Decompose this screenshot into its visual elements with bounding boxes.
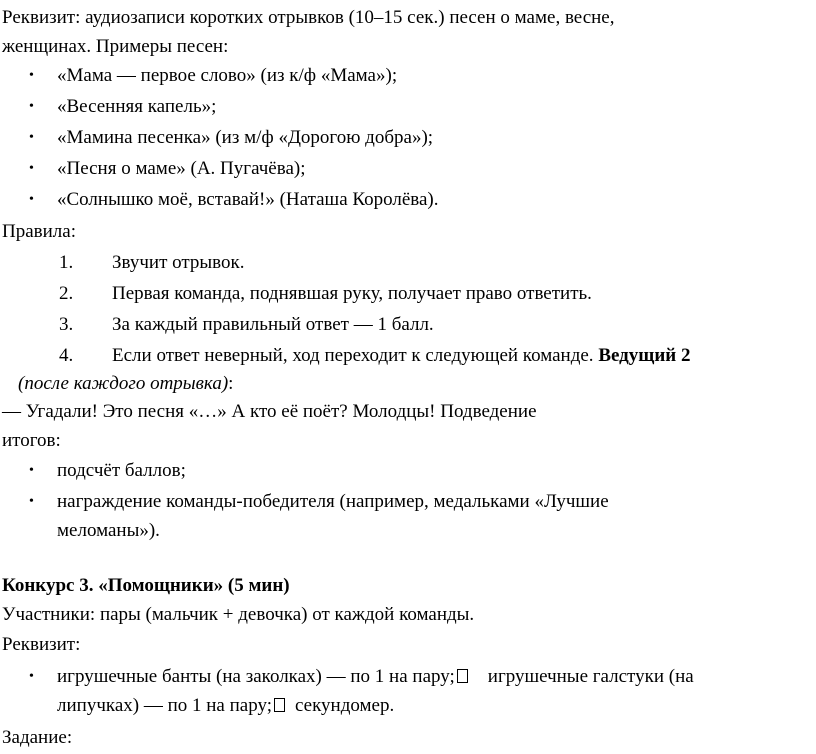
song-item: «Мама — первое слово» (из к/ф «Мама»);: [57, 65, 398, 86]
host-label: Ведущий 2: [598, 345, 691, 366]
props-item: липучках) — по 1 на пару;: [57, 695, 272, 716]
task-heading: Задание:: [2, 727, 73, 748]
result-item: награждение команды-победителя (например, медальками «Лучшие: [57, 491, 609, 512]
props-line-1: [57, 665, 694, 689]
song-item: «Мамина песенка» (из м/ф «Дорогою добра»);: [57, 127, 434, 148]
bullet: •: [29, 161, 34, 176]
host-note-italic: (после каждого отрывка): [18, 373, 229, 394]
missing-glyph-box-icon: [274, 698, 285, 712]
dialog-line-2: итогов:: [2, 430, 61, 451]
rule-number: 1.: [59, 252, 74, 273]
result-item: подсчёт баллов;: [57, 460, 186, 481]
missing-glyph-box-icon: [457, 669, 468, 683]
intro-line-1: Реквизит: аудиозаписи коротких отрывков (10–15 сек.) песен о маме, весне,: [2, 7, 615, 28]
song-item: «Солнышко моё, вставай!» (Наташа Королёва).: [57, 189, 439, 210]
rule-text: Если ответ неверный, ход переходит к следующей команде.: [112, 345, 599, 366]
rule-text-4: [112, 344, 690, 368]
bullet: •: [29, 494, 34, 509]
bullet: •: [29, 130, 34, 145]
rule-number: 4.: [59, 345, 74, 366]
participants-line: Участники: пары (мальчик + девочка) от каждой команды.: [2, 604, 475, 625]
dialog-line-1: — Угадали! Это песня «…» А кто её поёт? Молодцы! Подведение: [2, 401, 537, 422]
host-colon: :: [228, 373, 234, 394]
song-item: «Песня о маме» (А. Пугачёва);: [57, 158, 306, 179]
rule-number: 2.: [59, 283, 74, 304]
bullet: •: [29, 669, 34, 684]
host-note: [18, 372, 233, 396]
rule-text: Звучит отрывок.: [112, 252, 245, 273]
props-item: игрушечные галстуки (на: [487, 666, 694, 687]
bullet: •: [29, 463, 34, 478]
rule-number: 3.: [59, 314, 74, 335]
song-item: «Весенняя капель»;: [57, 96, 217, 117]
props-heading: Реквизит:: [2, 634, 81, 655]
props-line-2: [57, 694, 394, 718]
props-item: игрушечные банты (на заколках) — по 1 на пару;: [57, 666, 455, 687]
rule-text: За каждый правильный ответ — 1 балл.: [112, 314, 434, 335]
rules-heading: Правила:: [2, 221, 76, 242]
props-item: секундомер.: [294, 695, 395, 716]
bullet: •: [29, 68, 34, 83]
intro-line-2: женщинах. Примеры песен:: [2, 36, 229, 57]
bullet: •: [29, 192, 34, 207]
result-item-cont: меломаны»).: [57, 520, 160, 541]
rule-text: Первая команда, поднявшая руку, получает право ответить.: [112, 283, 592, 304]
bullet: •: [29, 99, 34, 114]
contest-title: Конкурс 3. «Помощники» (5 мин): [2, 575, 290, 596]
